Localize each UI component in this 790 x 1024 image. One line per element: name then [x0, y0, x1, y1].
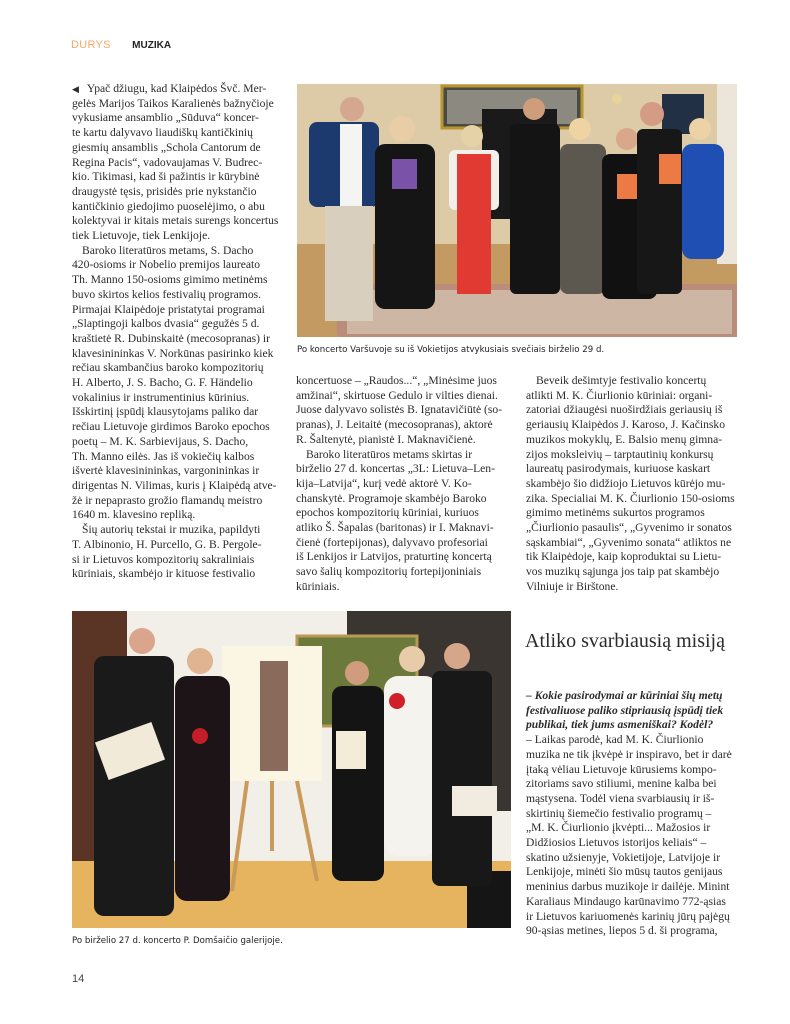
text-line: poetų – M. K. Sarbievijaus, S. Dacho,: [72, 434, 249, 448]
text-line: skirtinių šiemečio festivalio programų –: [526, 806, 712, 820]
interview-column: [526, 689, 748, 939]
text-line: savo šalių kompozitorių fortepijoniniais: [296, 565, 482, 579]
text-line: vos muzikų sąjunga jos taip pat skambėjo: [526, 565, 720, 579]
paragraph: [526, 374, 748, 595]
paragraph: [296, 448, 518, 595]
person: [175, 648, 230, 901]
text-line: „M. K. Čiurlionio įkvėpti... Mažosios ir: [526, 821, 711, 835]
text-line: Pirmajai Klaipėdoje pristatytai programai: [72, 302, 265, 316]
group-photo-warsaw: [297, 84, 737, 337]
text-line: muzika ne tik įkvėpė ir inspiravo, bet ir darė: [526, 747, 732, 761]
text-line: laureatų pasirodymais, kuriuose kaskart: [526, 462, 711, 476]
text-line: meninius darbus muzikoje ir dailėje. Minint: [526, 880, 730, 894]
text-line: kūriniais.: [296, 579, 340, 593]
paragraph: [72, 523, 294, 582]
person: [560, 118, 606, 294]
person: [637, 102, 682, 294]
text-line: kūriniais, skambėjo ir kituose festivalio: [72, 567, 256, 581]
text-line: T. Albinonio, H. Purcello, G. B. Pergole-: [72, 537, 262, 551]
text-line: H. Alberto, J. S. Bacho, G. F. Händelio: [72, 376, 253, 390]
text-line: pranas), J. Leitaitė (mecosopranas), aktorė: [296, 418, 493, 432]
text-line: kolektyvai ir kitais metais surengs koncertus: [72, 214, 279, 228]
text-line: gelės Marijos Taikos Karalienės bažnyčioje: [72, 96, 274, 110]
text-line: publikai, tiek jums asmeniškai? Kodėl?: [526, 718, 714, 732]
text-line: ir Lietuvos kariuomenės karinių jūrų pajėgų: [526, 909, 730, 923]
text-line: išvertė klavesinininkas, vargonininkas ir: [72, 464, 260, 478]
text-line: ◀ Ypač džiugu, kad Klaipėdos Švč. Mer-: [72, 82, 267, 95]
text-line: Išskirtinį įspūdį klausytojams paliko dar: [72, 405, 259, 419]
text-line: čienė (fortepijonas), dalyvavo profesoriai: [296, 535, 488, 549]
text-line: kantičkinio giedojimo puoselėjimo, o abu: [72, 199, 265, 213]
text-line: „Čiurlionio pasaulis“, „Gyvenimo ir sonatos: [526, 521, 732, 535]
text-line: klavesinininkas V. Norkūnas pasirinko kiek: [72, 346, 274, 360]
topic-label: MUZIKA: [132, 40, 172, 51]
text-line: Th. Manno 150-osioms gimimo metinėms: [72, 273, 268, 287]
text-line: atliko Š. Šapalas (baritonas) ir I. Maknavi-: [296, 521, 494, 535]
text-line: chanskytė. Programoje skambėjo Baroko: [296, 491, 487, 505]
interview-answer: [526, 733, 748, 939]
text-line: kio. Tikimasi, kad ši pažintis ir kūrybinė: [72, 170, 260, 184]
section-label: DURYS: [71, 39, 111, 51]
text-line: festivaliuose paliko stipriausią įspūdį tiek: [526, 703, 724, 717]
text-line: Th. Manno eilės. Jas iš vokiečių kalbos: [72, 449, 255, 463]
paragraph: [72, 82, 294, 244]
text-line: zijos moksleivių – tarptautinių konkursų: [526, 447, 714, 461]
photo-caption: Po koncerto Varšuvoje su iš Vokietijos atvykusiais svečiais birželio 29 d.: [297, 345, 605, 355]
text-line: žė ir nepaprasto grožio flamandų meistro: [72, 493, 263, 507]
text-line: zatoriai džiaugėsi nuoširdžiais geriausių iš: [526, 403, 723, 417]
person: [375, 116, 435, 309]
text-line: rečiau Lietuvoje girdimos Baroko epochos: [72, 420, 270, 434]
text-line: Karaliaus Mindaugo karūnavimo 772-ąsias: [526, 894, 726, 908]
text-line: – Laikas parodė, kad M. K. Čiurlionio: [526, 733, 704, 747]
text-line: kija–Latvija“, kurį vedė aktorė V. Ko-: [296, 476, 472, 490]
text-line: muzikos mokyklų, E. Balsio menų gimna-: [526, 432, 723, 446]
text-line: kraštietė R. Dubinskaitė (mecosopranas) ir: [72, 331, 270, 345]
paragraph: [296, 374, 518, 448]
text-line: zika. Specialiai M. K. Čiurlionio 150-osioms: [526, 491, 735, 505]
text-line: gimimo metinėms sukurtos programos: [526, 506, 705, 520]
text-line: buvo skirtos kelios festivalių programos.: [72, 287, 262, 301]
article-column-2: [296, 374, 518, 595]
group-photo-gallery: [72, 611, 511, 928]
text-line: epochos kompozitorių kūriniai, kuriuos: [296, 506, 479, 520]
text-line: rečiau skambančius baroko kompozitorių: [72, 361, 264, 375]
text-line: sąskambiai“, „Gyvenimo sonata“ atliktos ne: [526, 535, 732, 549]
text-line: geriausių Klaipėdos J. Karoso, J. Kačinsko: [526, 418, 725, 432]
text-line: vykusiame ansamblio „Sūduva“ koncer-: [72, 111, 259, 125]
person: [384, 646, 439, 856]
text-line: R. Šaltenytė, pianistė I. Maknavičienė.: [296, 432, 476, 446]
text-line: koncertuose – „Raudos...“, „Minėsime juos: [296, 374, 497, 387]
text-line: zitoriams savo stiliumi, menine kalba bei: [526, 777, 717, 791]
text-line: tik Klaipėdoje, kaip koproduktai su Lietu-: [526, 550, 722, 564]
text-line: skatino užsienyje, Vokietijoje, Latvijoje ir: [526, 850, 721, 864]
text-line: dirigentas N. Vilimas, kuris į Klaipėdą atve-: [72, 478, 277, 492]
text-line: Vilniuje ir Birštone.: [526, 579, 619, 593]
person: [94, 628, 174, 916]
continuation-arrow-icon: ◀: [72, 84, 79, 94]
text-line: draugystė tęsis, prisidės prie nykstančio: [72, 184, 257, 198]
text-line: giesmių ansamblis „Schola Cantorum de: [72, 140, 261, 154]
photo-gallery-concert: [72, 611, 511, 928]
text-line: Baroko literatūros metams skirtas ir: [306, 447, 473, 461]
text-line: atlikti M. K. Čiurlionio kūriniai: organi-: [526, 388, 713, 402]
text-line: Didžiosios Lietuvos istorijos keliais“ –: [526, 836, 707, 850]
photo-concert-warsaw: [297, 84, 737, 337]
text-line: Beveik dešimtyje festivalio koncertų: [536, 374, 707, 387]
text-line: vokalinius ir instrumentinius kūrinius.: [72, 390, 250, 404]
text-line: te kartu dalyvavo liaudiškų kantičkinių: [72, 126, 253, 140]
text-line: 1640 m. klavesino repliką.: [72, 508, 196, 522]
person: [510, 98, 560, 294]
text-line: Lenkijoje, minėti šio mūsų tautos genijaus: [526, 865, 723, 879]
text-line: – Kokie pasirodymai ar kūriniai šių metų: [526, 689, 723, 702]
text-line: skambėjo šio didžiojo Lietuvos kūrėjo mu-: [526, 476, 726, 490]
text-line: birželio 27 d. koncertas „3L: Lietuva–Len-: [296, 462, 495, 476]
article-column-1: [72, 82, 294, 582]
running-header: [71, 39, 171, 51]
text-line: Baroko literatūros metams, S. Dacho: [82, 243, 254, 257]
article-column-3: [526, 374, 748, 595]
text-line: amžinai“, skirtuose Gedulo ir vilties dienai.: [296, 388, 498, 402]
text-line: 420-osioms ir Nobelio premijos laureato: [72, 258, 261, 272]
interview-question: [526, 689, 748, 733]
text-line: tiek Lietuvoje, tiek Lenkijoje.: [72, 229, 211, 243]
text-line: Šių autorių tekstai ir muzika, papildyti: [82, 523, 261, 537]
text-line: įtaką vėliau Lietuvoje kūrusiems kompo-: [526, 762, 717, 776]
person: [332, 661, 384, 881]
page-number: 14: [72, 973, 85, 985]
section-subheading: Atliko svarbiausią misiją: [525, 630, 725, 652]
text-line: iš Lenkijos ir Latvijos, praturtinę koncertą: [296, 550, 492, 564]
text-line: mąstysena. Todėl viena svarbiausių ir iš-: [526, 791, 715, 805]
text-line: Regina Pacis“, vadovaujamas V. Budrec-: [72, 155, 263, 169]
paragraph: [72, 244, 294, 523]
text-line: 90-ąsias metines, liepos 5 d. ši programa,: [526, 924, 718, 938]
text-line: „Slaptingoji kalbos dvasia“ gegužės 5 d.: [72, 317, 260, 331]
photo-caption: Po birželio 27 d. koncerto P. Domšaičio galerijoje.: [72, 936, 283, 946]
text-line: Juose dalyvavo solistės B. Ignatavičiūtė (so-: [296, 403, 503, 417]
text-line: si ir Lietuvos kompozitorių sakraliniais: [72, 552, 255, 566]
person: [432, 643, 497, 886]
